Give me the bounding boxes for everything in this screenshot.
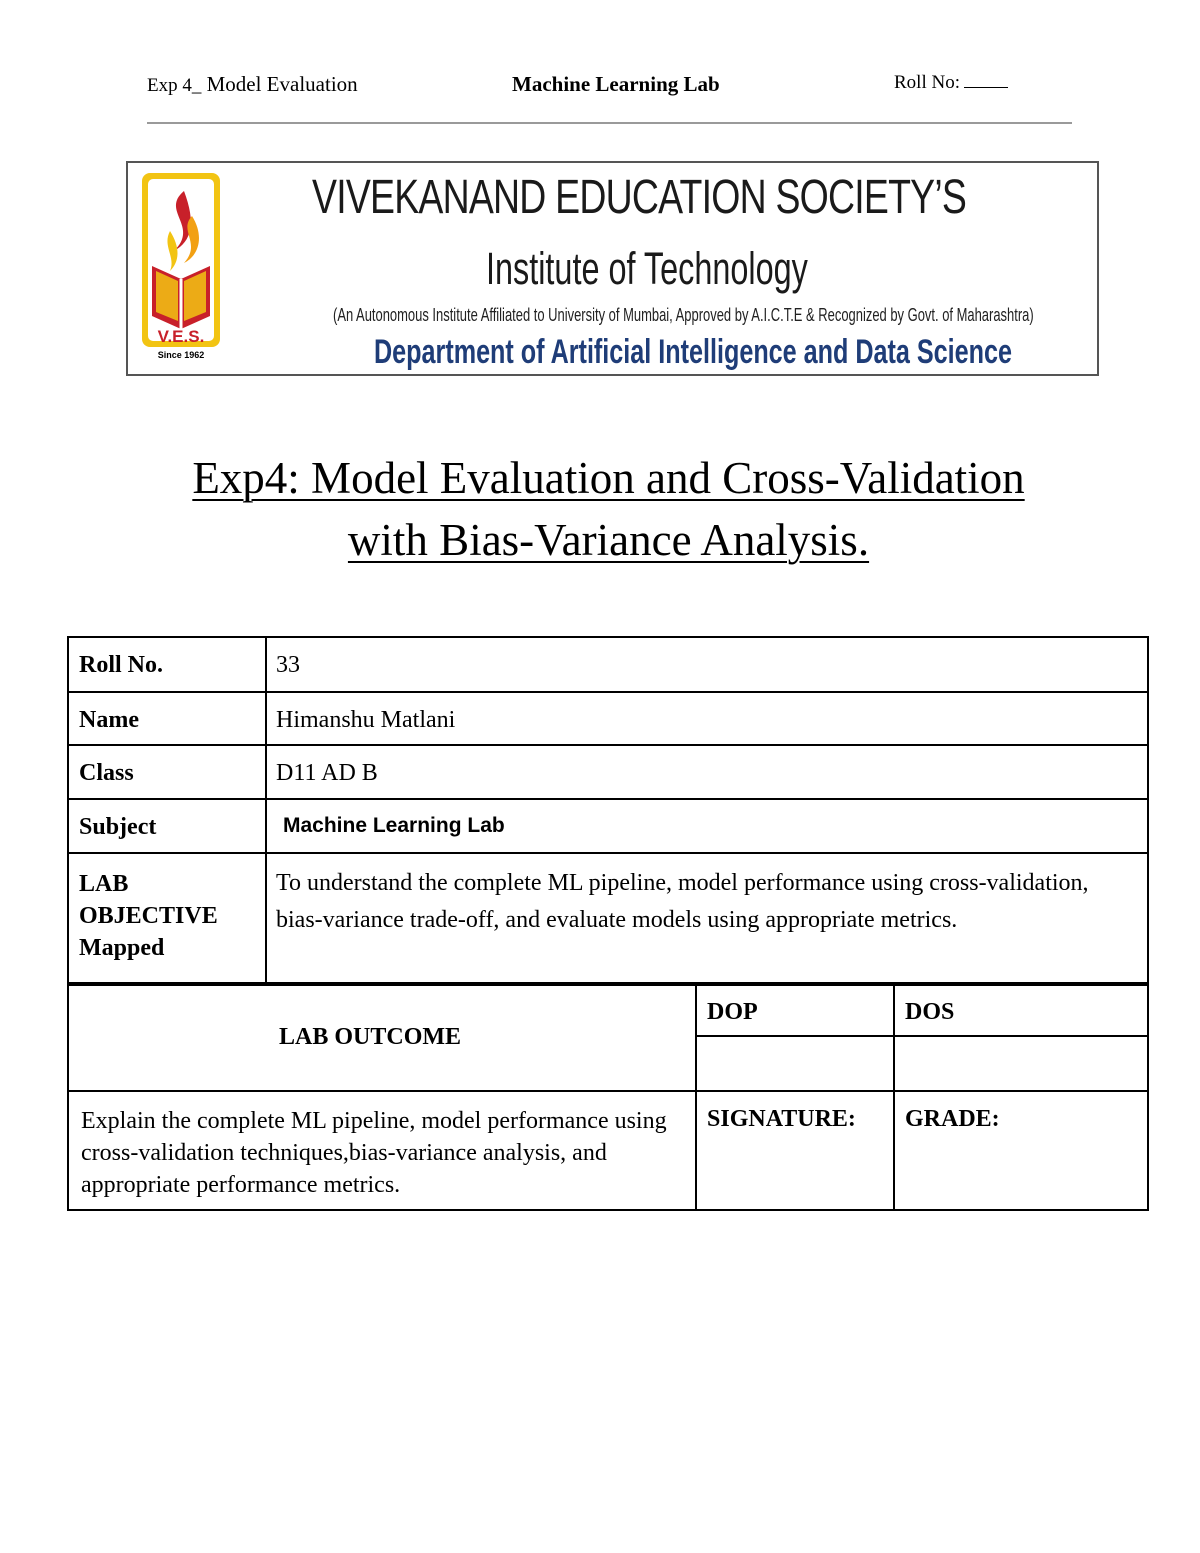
header-experiment: [147, 72, 358, 97]
subject-value: Machine Learning Lab: [266, 799, 1148, 853]
table-row: [68, 853, 1148, 985]
lab-objective-label-line-3: Mapped: [79, 935, 165, 961]
subject-label: Subject: [68, 799, 266, 853]
header-roll-label: Roll No:: [894, 72, 960, 93]
table-row: [68, 799, 1148, 853]
table-row: [68, 745, 1148, 799]
dos-value: [894, 1036, 1148, 1091]
dop-label: DOP: [696, 983, 894, 1036]
roll-no-label: Roll No.: [68, 637, 266, 692]
table-row: [68, 983, 1148, 1036]
table-row: [68, 637, 1148, 692]
name-label: Name: [68, 692, 266, 745]
table-row: [68, 1091, 1148, 1210]
signature-label: SIGNATURE:: [696, 1091, 894, 1210]
ves-logo: [140, 171, 222, 361]
student-info-table: [67, 636, 1149, 986]
lab-outcome-label: LAB OUTCOME: [68, 983, 696, 1091]
affiliation-note: (An Autonomous Institute Affiliated to University of Mumbai, Approved by A.I.C.T.E & Recognized by Govt. of Maharashtra): [333, 305, 1034, 325]
logo-since-text: Since 1962: [157, 350, 205, 360]
lab-objective-label-line-2: OBJECTIVE: [79, 903, 218, 929]
page-title-line-1: Exp4: Model Evaluation and Cross-Validation: [192, 453, 1025, 503]
header-divider: [147, 122, 1072, 124]
lab-objective-label-line-1: LAB: [79, 871, 129, 897]
lab-objective-label: [68, 853, 266, 985]
roll-no-value: 33: [266, 637, 1148, 692]
dos-label: DOS: [894, 983, 1148, 1036]
header-subject: Machine Learning Lab: [512, 72, 720, 96]
lab-outcome-text: Explain the complete ML pipeline, model performance using cross-validation techniques,bias-variance analysis, and appropriate performance metrics.: [68, 1091, 696, 1210]
lab-outcome-table: [67, 982, 1149, 1211]
header-roll-no: [894, 72, 1008, 94]
header-exp-number: Exp 4_: [147, 75, 202, 96]
society-name: VIVEKANAND EDUCATION SOCIETY’S: [312, 171, 967, 224]
page-title-line-2: with Bias-Variance Analysis.: [347, 515, 870, 565]
class-value: D11 AD B: [266, 745, 1148, 799]
header-roll-blank: [964, 73, 1008, 88]
institute-name: Institute of Technology: [486, 243, 808, 294]
grade-label: GRADE:: [894, 1091, 1148, 1210]
lab-objective-value: To understand the complete ML pipeline, model performance using cross-validation, bias-variance trade-off, and evaluate models using appropriate metrics.: [266, 853, 1148, 985]
dop-value: [696, 1036, 894, 1091]
class-label: Class: [68, 745, 266, 799]
header-exp-title: Model Evaluation: [206, 72, 358, 96]
table-row: [68, 692, 1148, 745]
department-name: Department of Artificial Intelligence and Data Science: [374, 333, 1013, 371]
name-value: Himanshu Matlani: [266, 692, 1148, 745]
logo-ves-text: V.E.S.: [157, 327, 205, 346]
